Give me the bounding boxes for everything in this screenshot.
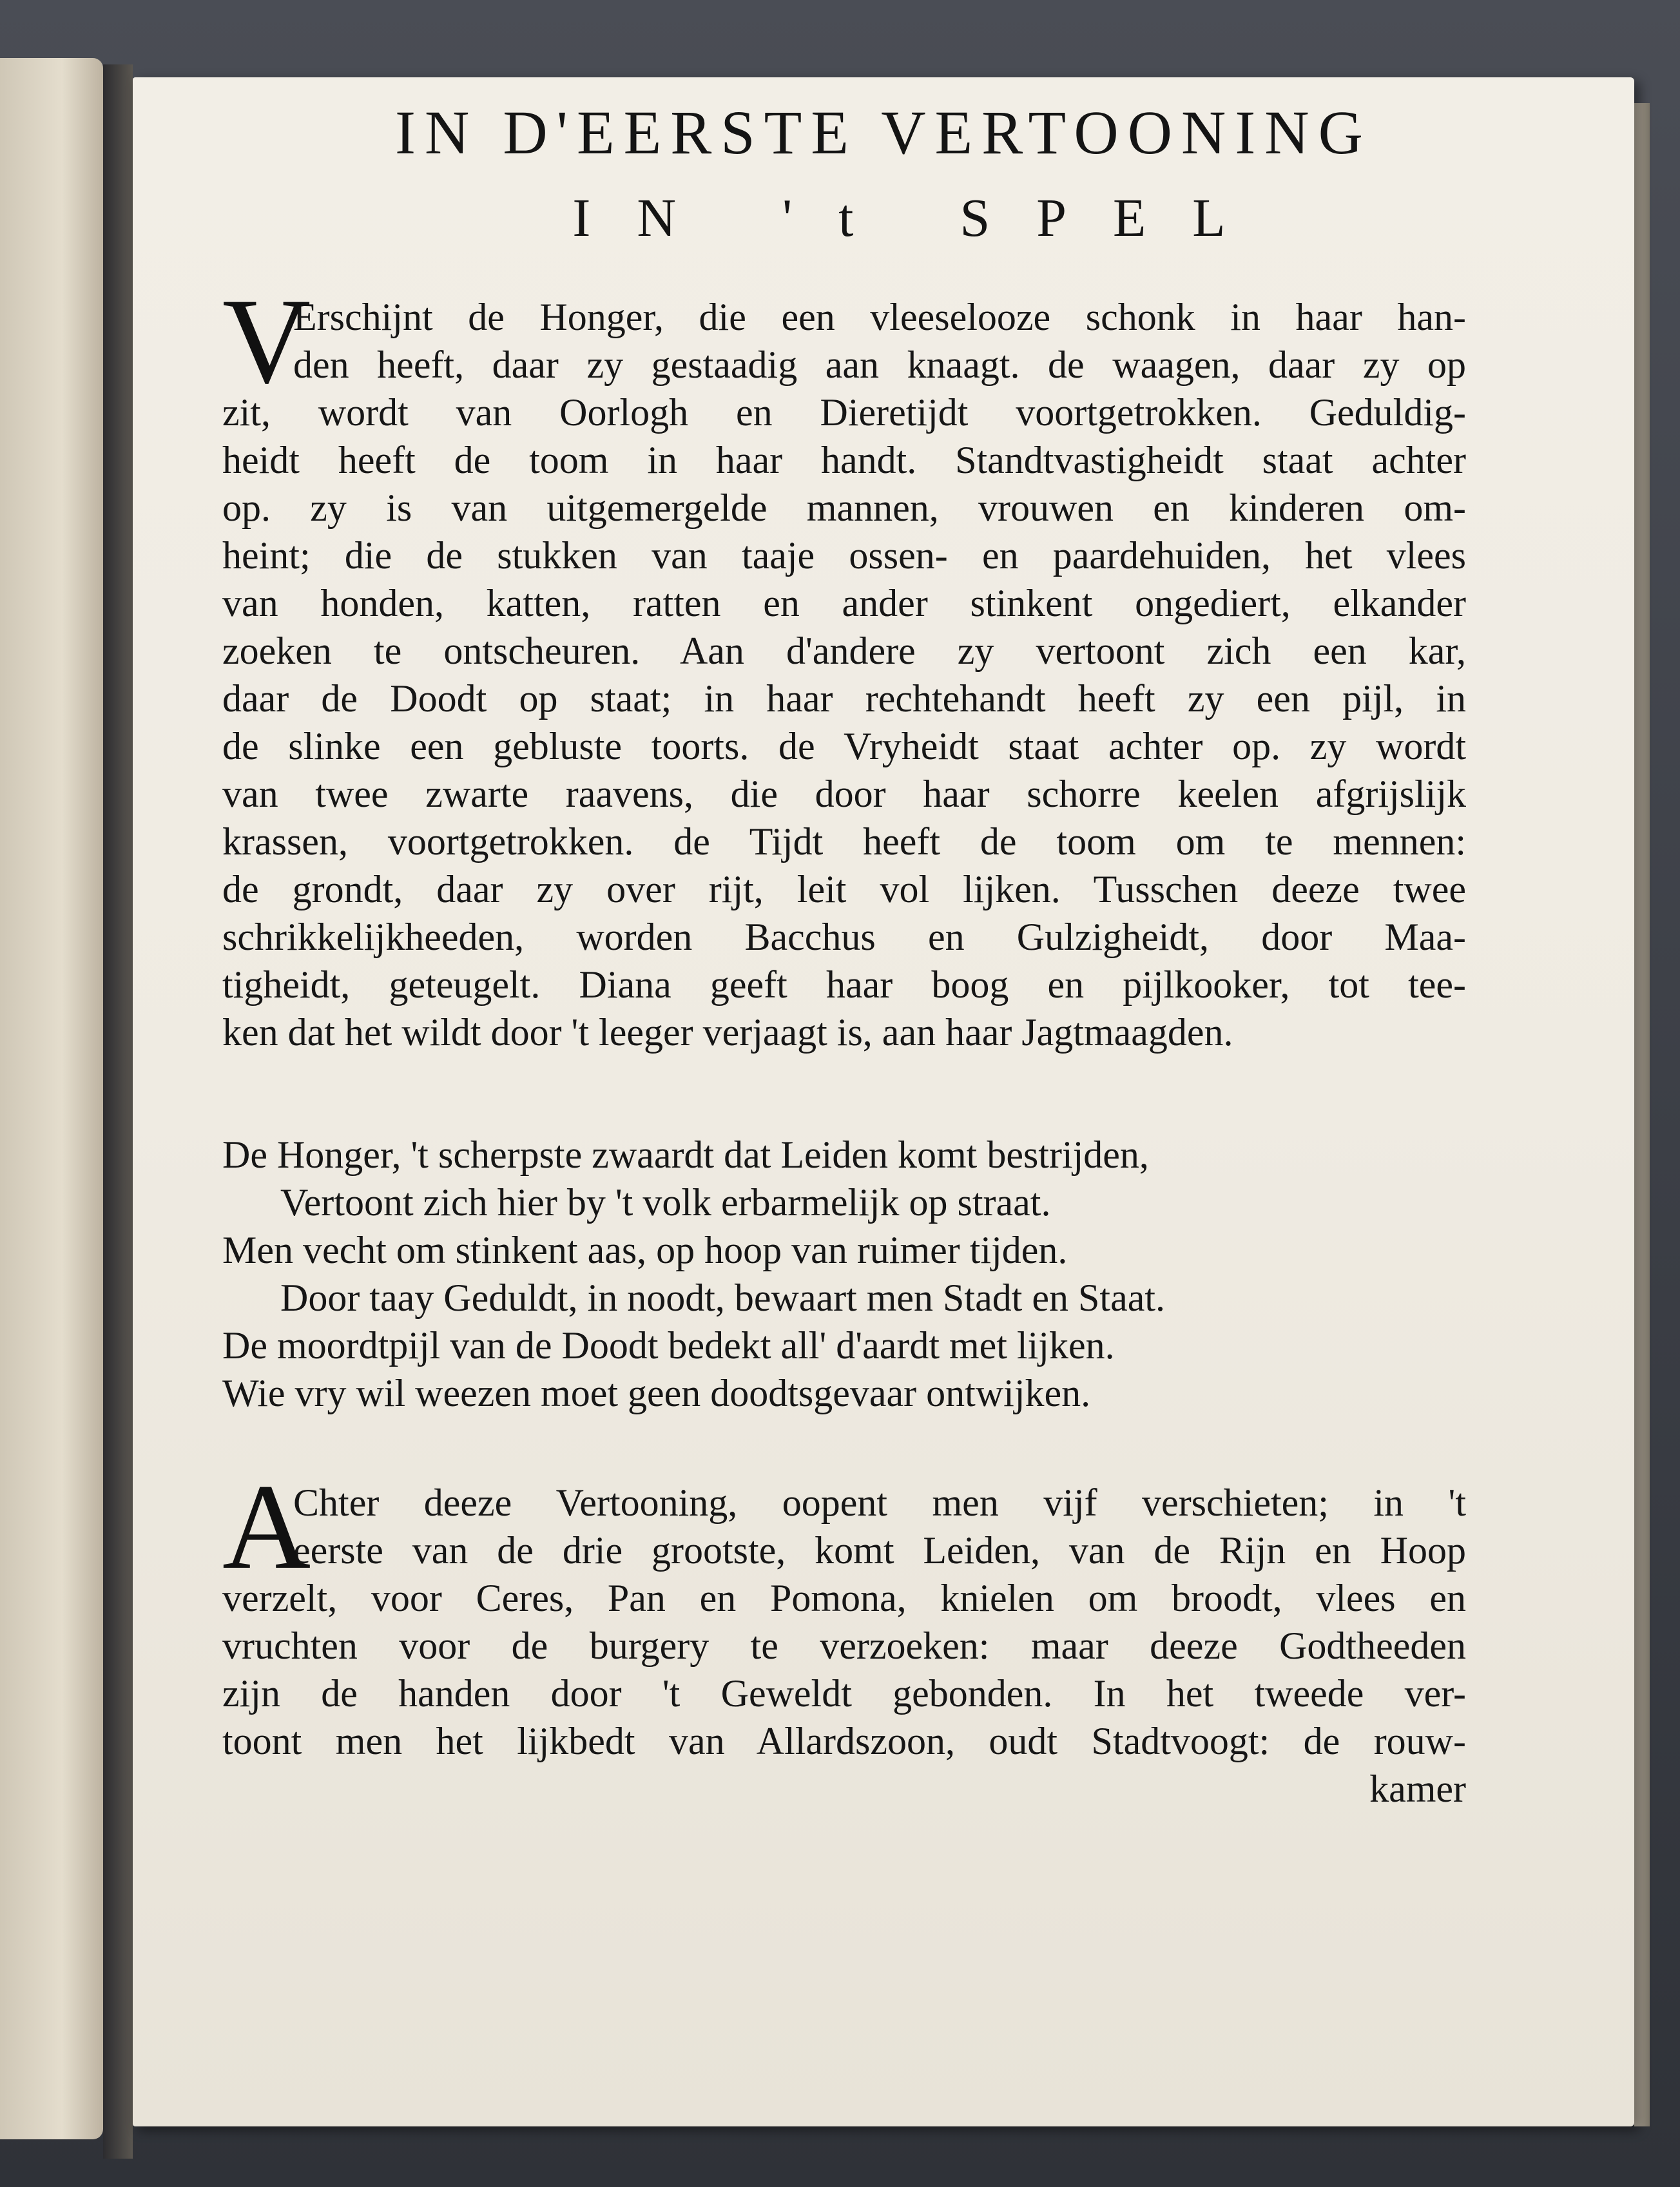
text-line: van twee zwarte raavens, die door haar schorre keelen afgrijslijk [222,773,1466,815]
dropcap-letter: A [222,1460,311,1595]
page-stack-edge [1634,103,1650,2126]
text-line: zit, wordt van Oorlogh en Dieretijdt voortgetrokken. Geduldig- [222,391,1466,434]
text-line: heint; die de stukken van taaje ossen- en paardehuiden, het vlees [222,534,1466,577]
text-line: zoeken te ontscheuren. Aan d'andere zy vertoont zich een kar, [222,630,1466,672]
text-line: schrikkelijkheeden, worden Bacchus en Gulzigheidt, door Maa- [222,916,1466,958]
verse-line: De Honger, 't scherpste zwaardt dat Leiden komt bestrijden, [222,1133,1149,1176]
page-subtitle: IN 't SPEL [572,188,1272,248]
text-line: den heeft, daar zy gestaadig aan knaagt. de waagen, daar zy op [293,343,1466,386]
verse-line: Door taay Geduldt, in noodt, bewaart men Stadt en Staat. [280,1277,1165,1319]
verse-line: Men vecht om stinkent aas, op hoop van ruimer tijden. [222,1229,1068,1271]
text-line: eerste van de drie grootste, komt Leiden, van de Rijn en Hoop [293,1529,1466,1572]
text-line: heidt heeft de toom in haar handt. Standtvastigheidt staat achter [222,439,1466,481]
text-line: de slinke een gebluste toorts. de Vryheidt staat achter op. zy wordt [222,725,1466,767]
text-line: op. zy is van uitgemergelde mannen, vrouwen en kinderen om- [222,487,1466,529]
text-line: vruchten voor de burgery te verzoeken: maar deeze Godtheeden [222,1624,1466,1667]
verse-stanza [222,1131,1466,1417]
dropcap-letter: V [222,274,311,409]
verse-line: De moordtpijl van de Doodt bedekt all' d'aardt met lijken. [222,1324,1115,1367]
text-line: verzelt, voor Ceres, Pan en Pomona, knielen om broodt, vlees en [222,1577,1466,1619]
page-title: IN D'EERSTE VERTOONING [395,98,1372,167]
text-line: Chter deeze Vertooning, oopent men vijf verschieten; in 't [293,1481,1466,1524]
text-line: zijn de handen door 't Geweldt gebonden. In het tweede ver- [222,1672,1466,1715]
paragraph-1 [222,274,1466,1056]
text-line: Erschijnt de Honger, die een vleeselooze schonk in haar han- [293,296,1466,338]
left-page-edge [0,58,103,2139]
verse-line: Wie vry wil weezen moet geen doodtsgevaar ontwijken. [222,1372,1091,1414]
text-line: van honden, katten, ratten en ander stinkent ongediert, elkander [222,582,1466,624]
text-line: de grondt, daar zy over rijt, leit vol lijken. Tusschen deeze twee [222,868,1466,910]
verse-line: Vertoont zich hier by 't volk erbarmelijk op straat. [280,1181,1051,1224]
text-line: krassen, voortgetrokken. de Tijdt heeft de toom om te mennen: [222,820,1466,863]
book-gutter [103,64,133,2159]
text-line: tigheidt, geteugelt. Diana geeft haar boog en pijlkooker, tot tee- [222,963,1466,1006]
text-line: toont men het lijkbedt van Allardszoon, oudt Stadtvoogt: de rouw- [222,1720,1466,1762]
catchword: kamer [1369,1768,1466,1810]
text-line: daar de Doodt op staat; in haar rechtehandt heeft zy een pijl, in [222,677,1466,720]
paragraph-2 [222,1460,1466,1813]
text-line: ken dat het wildt door 't leeger verjaagt is, aan haar Jagtmaagden. [222,1011,1233,1054]
